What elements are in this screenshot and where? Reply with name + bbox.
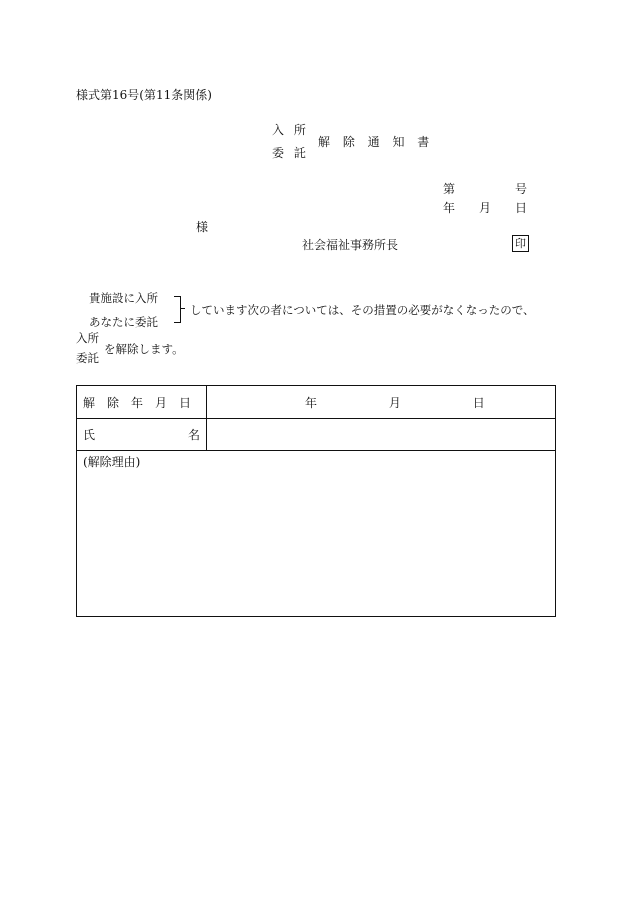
doc-number-prefix: 第 bbox=[443, 182, 456, 196]
name-value[interactable] bbox=[207, 419, 556, 451]
release-date-month: 月 bbox=[388, 395, 401, 410]
title-option-admission: 入 所 bbox=[272, 123, 306, 137]
row-release-date bbox=[77, 386, 556, 419]
body-option-you: あなたに委託 bbox=[89, 315, 158, 329]
sender-title: 社会福祉事務所長 bbox=[302, 238, 399, 252]
row-name bbox=[77, 419, 556, 451]
title-option-entrustment: 委 託 bbox=[272, 146, 306, 160]
release-date-day: 日 bbox=[472, 395, 485, 410]
name-label-left: 氏 bbox=[83, 428, 96, 442]
brace-bracket bbox=[174, 296, 181, 323]
date-day: 日 bbox=[515, 201, 528, 215]
row-reason bbox=[77, 451, 556, 617]
body-option-admission: 入所 bbox=[76, 331, 99, 345]
release-date-year: 年 bbox=[305, 395, 318, 410]
body-continuation: しています次の者については、その措置の必要がなくなったので、 bbox=[190, 303, 535, 317]
body-option-facility: 貴施設に入所 bbox=[89, 291, 158, 305]
release-form-table bbox=[76, 385, 556, 617]
release-date-label: 解 除 年 月 日 bbox=[77, 386, 207, 419]
document-title: 解 除 通 知 書 bbox=[318, 135, 430, 149]
form-number: 様式第16号(第11条関係) bbox=[76, 88, 212, 102]
body-closing: を解除します。 bbox=[104, 342, 184, 356]
body-option-entrustment: 委託 bbox=[76, 351, 99, 365]
reason-cell[interactable] bbox=[77, 451, 556, 617]
release-date-value[interactable] bbox=[207, 386, 556, 419]
date-year: 年 bbox=[443, 201, 456, 215]
doc-number-suffix: 号 bbox=[515, 182, 528, 196]
date-month: 月 bbox=[479, 201, 492, 215]
name-label-right: 名 bbox=[187, 428, 200, 442]
reason-label: (解除理由) bbox=[83, 455, 141, 469]
name-label bbox=[77, 419, 207, 451]
brace-tick bbox=[180, 308, 185, 309]
addressee-suffix: 様 bbox=[196, 220, 209, 234]
seal-mark: 印 bbox=[512, 235, 529, 252]
